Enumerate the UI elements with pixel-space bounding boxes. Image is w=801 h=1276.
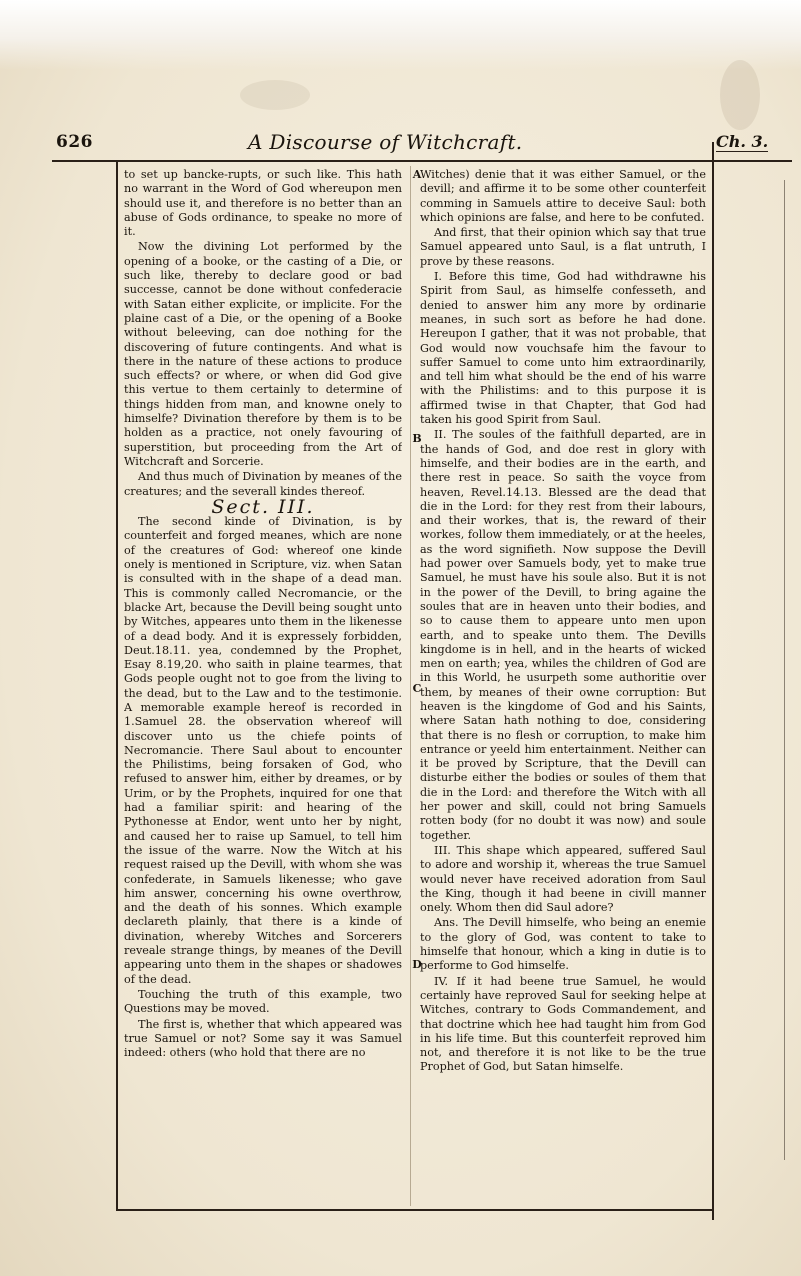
page-number: 626 — [56, 132, 93, 152]
margin-letter-c: C — [412, 682, 422, 695]
right-frame-rule — [712, 142, 714, 1220]
margin-letter-a: A — [412, 168, 422, 181]
paragraph: III. This shape which appeared, suffered Saul to adore and worship it, whereas the true Samuel would never have received adoration from Saul the King, though it had beene in civill manner onely. Whom then did Saul adore? — [420, 843, 706, 915]
paragraph: The second kinde of Divination, is by counterfeit and forged meanes, which are none of the creatures of God: whereof one kinde onely is mentioned in Scripture, viz. when Satan is consulted with in the shape of a dead man. This is commonly called Necromancie, or the blacke Art, because the Devill being sought unto by Witches, appeares unto them in the likenesse of a dead body. And it is expressely forbidden, Deut.18.11. yea, condemned by the Prophet, Esay 8.19,20. who saith in plaine tearmes, that Gods people ought not to goe from the living to the dead, but to the Law and to the testimonie. A memorable example hereof is recorded in 1.Samuel 28. the observation whereof will discover unto us the chiefe points of Necromancie. There Saul about to encounter the Philistims, being forsaken of God, who refused to answer him, either by dreames, or by Urim, or by the Prophets, inquired for one that had a familiar spirit: and hearing of the Pythonesse at Endor, went unto her by night, and caused her to raise up Samuel, to tell him the issue of the warre. Now the Witch at his request raised up the Devill, with whom she was confederate, in Samuels likenesse; who gave him answer, concerning his owne overthrow, and the death of his sonnes. Which example declareth plainly, that there is a kinde of divination, whereby Witches and Sorcerers reveale strange things, by meanes of the Devill appearing unto them in the shapes or shadowes of the dead. — [124, 515, 402, 986]
bottom-rule — [116, 1209, 714, 1211]
paper-stain — [240, 80, 310, 110]
paragraph: II. The soules of the faithfull departed, are in the hands of God, and doe rest in glory with himselfe, and their bodies are in the earth, and there rest in peace. So saith the voyce from heaven, Revel.14.13. Blessed are the dead that die in the Lord: for they rest from their labours, and their workes, that is, the reward of their workes, follow them immediately, or at the heeles, as the word signifieth. Now suppose the Devill had power over Samuels body, yet to make true Samuel, he must have his soule also. But it is not in the power of the Devill, to bring againe the soules that are in heaven unto their bodies, and so to cause them to appeare unto men upon earth, and to speake unto them. The Devills kingdome is in hell, and in the hearts of wicked men on earth; yea, whiles the children of God are in this World, he usurpeth some authoritie over them, by meanes of their owne corruption: But heaven is the kingdome of God and his Saints, where Satan hath nothing to doe, considering that there is no flesh or corruption, to make him entrance or yeeld him entertainment. Neither can it be proved by Scripture, that the Devill can disturbe either the bodies or soules of them that die in the Lord: and therefore the Witch with all her power and skill, could not bring Samuels rotten body (for no doubt it was now) and soule together. — [420, 428, 706, 842]
section-heading: Sect. III. — [211, 495, 315, 518]
paragraph: to set up bancke-rupts, or such like. This hath no warrant in the Word of God whereupon men should use it, and therefore is no better than an abuse of Gods ordinance, to speake no more of it. — [124, 168, 402, 239]
margin-letter-d: D — [412, 958, 422, 971]
paragraph: Witches) denie that it was either Samuel, or the devill; and affirme it to be some other counterfeit comming in Samuels attire to deceive Saul: both which opinions are false, and here to be confuted. — [420, 168, 706, 224]
left-column — [124, 168, 402, 1204]
page-header — [0, 128, 801, 164]
outer-edge-rule — [784, 180, 785, 1160]
page-top-edge — [0, 0, 801, 70]
paragraph: Touching the truth of this example, two Questions may be moved. — [124, 987, 402, 1016]
paragraph: And thus much of Divination by meanes of the creatures; and the severall kindes thereof. — [124, 470, 402, 498]
running-title: A Discourse of Witchcraft. — [248, 130, 523, 154]
left-frame-rule — [116, 160, 118, 1210]
paragraph: The first is, whether that which appeared was true Samuel or not? Some say it was Samuel indeed: others (who hold that there are no — [124, 1017, 402, 1060]
paper-stain — [720, 60, 760, 130]
right-column — [420, 168, 706, 1204]
paragraph: IV. If it had beene true Samuel, he would certainly have reproved Saul for seeking helpe at Witches, contrary to Gods Commandement, and that doctrine which hee had taught him from God in his life time. But this counterfeit reproved him not, and therefore it is not like to be the true Prophet of God, but Satan himselfe. — [420, 974, 706, 1074]
paragraph: I. Before this time, God had withdrawne his Spirit from Saul, as himselfe confesseth, and denied to answer him any more by ordinarie meanes, in such sort as before he had done. Hereupon I gather, that it was not probable, that God would now vouchsafe him the favour to suffer Samuel to come unto him extraordinarily, and tell him what should be the end of his warre with the Philistims: and to this purpose it is affirmed twise in that Chapter, that God had taken his good Spirit from Saul. — [420, 270, 706, 427]
paragraph: Now the divining Lot performed by the opening of a booke, or the casting of a Die, or such like, thereby to declare good or bad successe, cannot be done without confederacie with Satan either explicite, or implicite. For the plaine cast of a Die, or the opening of a Booke without beleeving, can doe nothing for the discovering of future contingents. And what is there in the nature of these actions to produce such effects? or where, or when did God give this vertue to them certainly to determine of things hidden from man, and knowne onely to himselfe? Divination therefore by them is to be holden as a practice, not onely favouring of superstition, but proceeding from the Art of Witchcraft and Sorcerie. — [124, 240, 402, 468]
chapter-label: Ch. 3. — [716, 132, 769, 151]
paragraph: Ans. The Devill himselfe, who being an enemie to the glory of God, was content to take to himselfe that honour, which a king in dutie is to performe to God himselfe. — [420, 916, 706, 973]
header-rule — [52, 160, 792, 162]
paragraph: And first, that their opinion which say that true Samuel appeared unto Saul, is a flat untruth, I prove by these reasons. — [420, 226, 706, 268]
margin-letter-b: B — [412, 432, 422, 445]
